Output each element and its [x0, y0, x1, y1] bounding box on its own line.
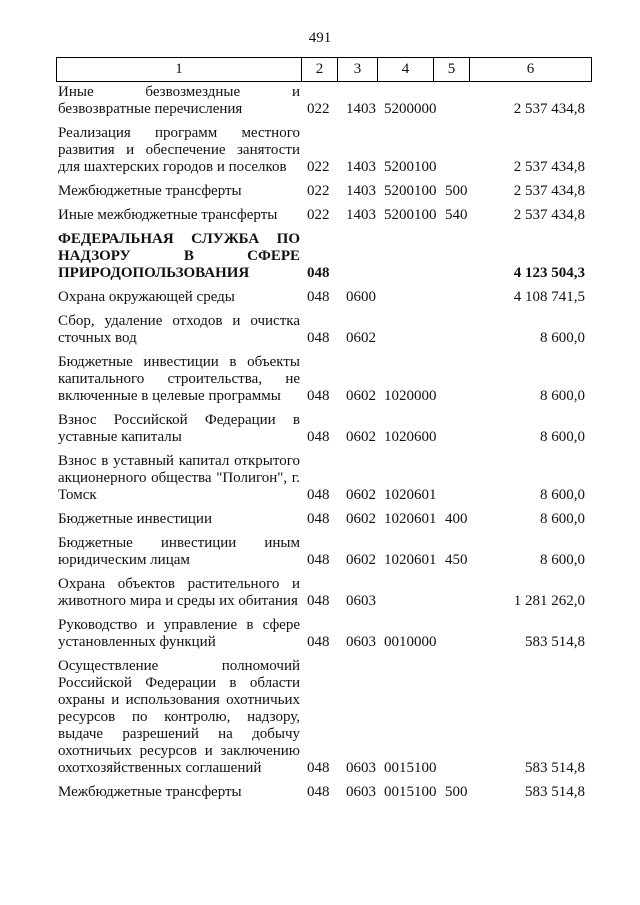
cell-csr: 0015100 [384, 784, 437, 800]
cell-sum: 2 537 434,8 [513, 159, 585, 175]
row-name: Иные межбюджетные трансферты [58, 207, 278, 223]
row-codes [0, 183, 640, 200]
row-name: Бюджетные инвестиции иным юридическим лицам [58, 535, 300, 568]
row-codes [0, 429, 640, 446]
table-header [56, 57, 592, 82]
cell-vedom: 048 [307, 429, 330, 445]
cell-csr: 5200100 [384, 159, 437, 175]
cell-razdel: 0602 [346, 388, 376, 404]
table-row [0, 784, 640, 801]
cell-vr: 500 [445, 183, 468, 199]
cell-razdel: 0603 [346, 760, 376, 776]
row-codes [0, 330, 640, 347]
row-codes [0, 593, 640, 610]
header-col-1: 1 [175, 61, 183, 77]
table-row [0, 453, 640, 504]
cell-csr: 1020601 [384, 511, 437, 527]
row-codes [0, 634, 640, 651]
cell-vedom: 048 [307, 289, 330, 305]
table-row [0, 658, 640, 777]
cell-sum: 8 600,0 [540, 487, 585, 503]
cell-csr: 1020000 [384, 388, 437, 404]
cell-csr: 0015100 [384, 760, 437, 776]
cell-razdel: 0602 [346, 552, 376, 568]
cell-vedom: 048 [307, 593, 330, 609]
table-row [0, 289, 640, 306]
row-codes [0, 289, 640, 306]
cell-razdel: 1403 [346, 101, 376, 117]
header-col-4: 4 [377, 58, 433, 81]
cell-razdel: 0602 [346, 511, 376, 527]
cell-sum: 1 281 262,0 [513, 593, 585, 609]
cell-razdel: 0602 [346, 330, 376, 346]
cell-sum: 8 600,0 [540, 511, 585, 527]
row-name: Бюджетные инвестиции [58, 511, 212, 527]
cell-vr: 500 [445, 784, 468, 800]
table-row [0, 412, 640, 446]
header-col-3: 3 [337, 58, 377, 81]
cell-razdel: 0603 [346, 634, 376, 650]
row-name: Бюджетные инвестиции в объекты капитального строительства, не включенные в целевые программы [58, 354, 300, 404]
row-name: Иные безвозмездные и безвозвратные перечисления [58, 84, 300, 117]
row-name: Взнос Российской Федерации в уставные капиталы [58, 412, 300, 445]
row-name: Руководство и управление в сфере установленных функций [58, 617, 300, 650]
row-name: Охрана окружающей среды [58, 289, 235, 305]
table-body [0, 84, 640, 808]
cell-razdel: 0603 [346, 784, 376, 800]
cell-razdel: 1403 [346, 207, 376, 223]
table-row [0, 125, 640, 176]
cell-csr: 5200100 [384, 207, 437, 223]
cell-sum: 4 123 504,3 [513, 265, 585, 281]
cell-csr: 5200100 [384, 183, 437, 199]
table-row [0, 354, 640, 405]
cell-vr: 400 [445, 511, 468, 527]
cell-vedom: 048 [307, 634, 330, 650]
cell-vedom: 022 [307, 207, 330, 223]
cell-vedom: 022 [307, 183, 330, 199]
table-row [0, 313, 640, 347]
cell-razdel: 0603 [346, 593, 376, 609]
page-number: 491 [308, 30, 332, 46]
row-codes [0, 207, 640, 224]
row-name: Реализация программ местного развития и обеспечение занятости для шахтерских городов и поселков [58, 125, 300, 175]
table-row [0, 511, 640, 528]
table-row [0, 576, 640, 610]
cell-sum: 2 537 434,8 [513, 101, 585, 117]
table-row [0, 84, 640, 118]
cell-vedom: 048 [307, 784, 330, 800]
cell-csr: 0010000 [384, 634, 437, 650]
cell-sum: 2 537 434,8 [513, 207, 585, 223]
cell-sum: 8 600,0 [540, 388, 585, 404]
cell-razdel: 0602 [346, 487, 376, 503]
cell-csr: 1020601 [384, 552, 437, 568]
row-codes [0, 159, 640, 176]
cell-vr: 450 [445, 552, 468, 568]
row-codes [0, 388, 640, 405]
cell-sum: 583 514,8 [525, 760, 585, 776]
table-row [0, 231, 640, 282]
row-name: ФЕДЕРАЛЬНАЯ СЛУЖБА ПО НАДЗОРУ В СФЕРЕ ПРИРОДОПОЛЬЗОВАНИЯ [58, 231, 300, 281]
row-name: Взнос в уставный капитал открытого акционерного общества "Полигон", г. Томск [58, 453, 300, 503]
cell-sum: 8 600,0 [540, 330, 585, 346]
row-name: Осуществление полномочий Российской Федерации в области охраны и использования охотничьих ресурсов по контролю, надзору, выдаче разрешений на добычу охотничьих ресурсов и заключению охотхозяйственных соглашений [58, 658, 300, 776]
table-row [0, 617, 640, 651]
header-col-6: 6 [469, 58, 591, 81]
table-row [0, 535, 640, 569]
row-codes [0, 511, 640, 528]
cell-razdel: 1403 [346, 183, 376, 199]
row-codes [0, 784, 640, 801]
header-col-5: 5 [433, 58, 469, 81]
row-codes [0, 265, 640, 282]
cell-csr: 5200000 [384, 101, 437, 117]
cell-sum: 8 600,0 [540, 429, 585, 445]
cell-sum: 583 514,8 [525, 784, 585, 800]
cell-razdel: 0602 [346, 429, 376, 445]
table-row [0, 183, 640, 200]
row-codes [0, 487, 640, 504]
cell-vedom: 048 [307, 552, 330, 568]
cell-vedom: 022 [307, 159, 330, 175]
cell-sum: 583 514,8 [525, 634, 585, 650]
cell-vedom: 048 [307, 330, 330, 346]
cell-vedom: 048 [307, 511, 330, 527]
row-codes [0, 101, 640, 118]
row-name: Сбор, удаление отходов и очистка сточных вод [58, 313, 300, 346]
cell-sum: 4 108 741,5 [513, 289, 585, 305]
row-name: Охрана объектов растительного и животного мира и среды их обитания [58, 576, 300, 609]
cell-vedom: 048 [307, 760, 330, 776]
cell-vr: 540 [445, 207, 468, 223]
row-name: Межбюджетные трансферты [58, 784, 242, 800]
header-col-2: 2 [301, 58, 337, 81]
row-codes [0, 552, 640, 569]
cell-razdel: 0600 [346, 289, 376, 305]
cell-razdel: 1403 [346, 159, 376, 175]
cell-csr: 1020601 [384, 487, 437, 503]
cell-vedom: 048 [307, 265, 330, 281]
cell-sum: 8 600,0 [540, 552, 585, 568]
row-name: Межбюджетные трансферты [58, 183, 242, 199]
cell-vedom: 022 [307, 101, 330, 117]
table-row [0, 207, 640, 224]
cell-vedom: 048 [307, 487, 330, 503]
cell-vedom: 048 [307, 388, 330, 404]
row-codes [0, 760, 640, 777]
cell-sum: 2 537 434,8 [513, 183, 585, 199]
cell-csr: 1020600 [384, 429, 437, 445]
